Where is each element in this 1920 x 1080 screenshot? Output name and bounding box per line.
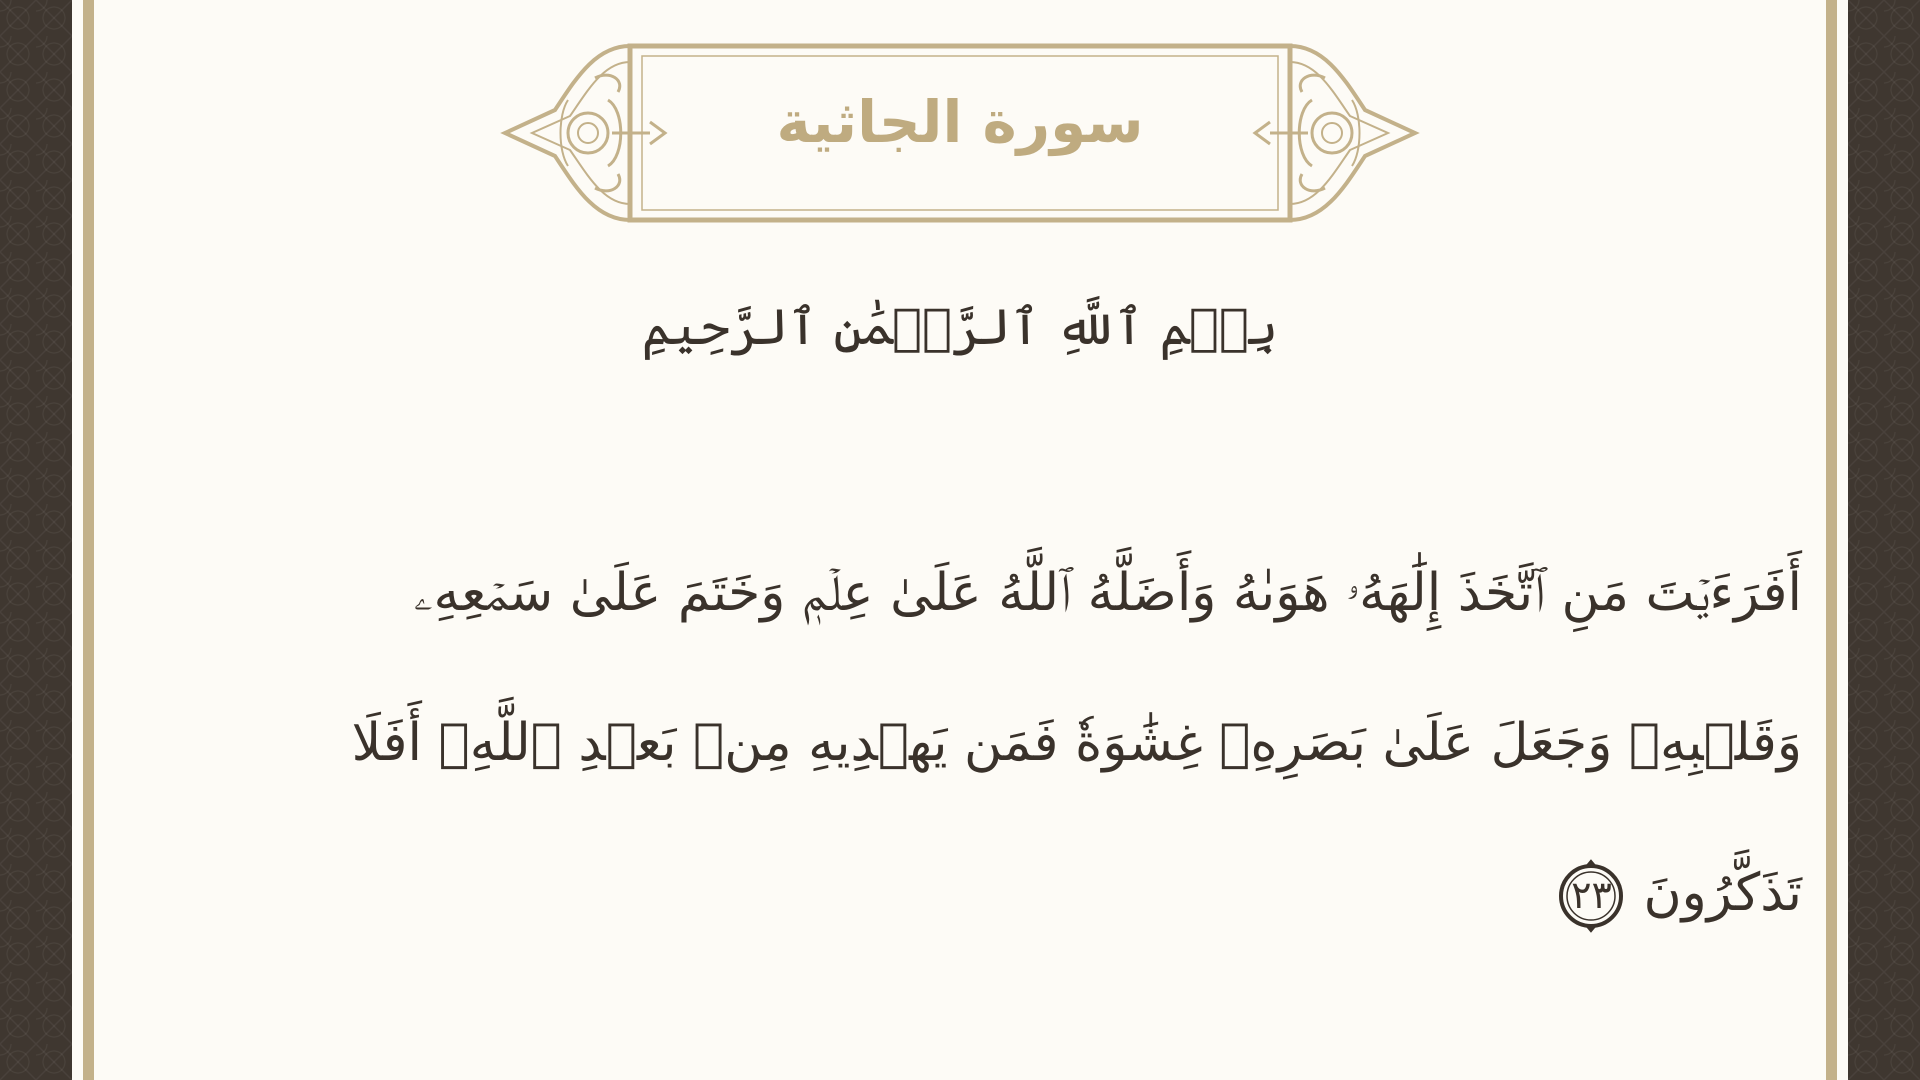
surah-title: سورة الجاثية	[776, 88, 1144, 156]
verse-line-3-text: تَذَكَّرُونَ	[1643, 863, 1802, 923]
verse-line-3	[150, 818, 1802, 968]
basmala: بِسۡمِ ٱللَّهِ ٱلرَّحۡمَٰنِ ٱلرَّحِيمِ	[641, 298, 1279, 356]
left-gold-rule	[83, 0, 94, 1080]
ayah-number-marker	[1553, 858, 1629, 934]
verse-text	[150, 518, 1802, 968]
verse-line-1: أَفَرَءَيۡتَ مَنِ ٱتَّخَذَ إِلَٰهَهُۥ هَوَىٰهُ وَأَضَلَّهُ ٱللَّهُ عَلَىٰ عِلۡمٖ وَخَتَمَ عَلَىٰ سَمۡعِهِۦ	[413, 563, 1802, 623]
verse-line-2: وَقَلۡبِهِۦ وَجَعَلَ عَلَىٰ بَصَرِهِۦ غِشَٰوَةٗ فَمَن يَهۡدِيهِ مِنۢ بَعۡدِ ٱللَّهِۚ أَفَلَا	[351, 713, 1802, 773]
left-ornamental-border	[0, 0, 72, 1080]
surah-title-frame	[500, 40, 1420, 230]
ayah-number: ٢٣	[1571, 873, 1612, 917]
right-gold-rule	[1826, 0, 1837, 1080]
right-ornamental-border	[1848, 0, 1920, 1080]
